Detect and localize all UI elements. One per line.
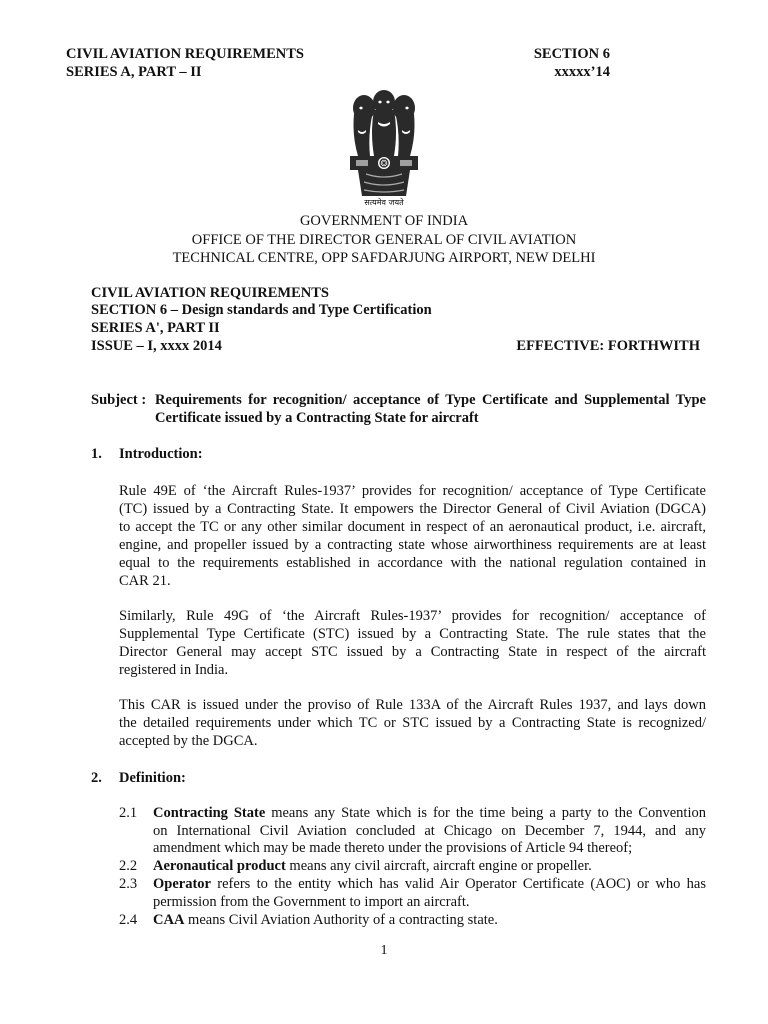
paragraph-line: equal to the requirements established in accordance with the national regulation contained in — [119, 555, 706, 571]
doc-meta-effective: EFFECTIVE: FORTHWITH — [516, 338, 700, 354]
doc-meta-issue: ISSUE – I, xxxx 2014 — [91, 338, 222, 354]
definition-text: refers to the entity which has valid Air Operator Certificate (AOC) or who has — [210, 876, 706, 892]
definition-2-3 — [119, 876, 706, 911]
subject-line1: Requirements for recognition/ acceptance of Type Certificate and Supplemental Type — [155, 392, 706, 408]
intro-paragraph-2 — [119, 607, 706, 679]
definition-text: means any civil aircraft, aircraft engine or propeller. — [285, 858, 592, 874]
subject-label: Subject : — [91, 392, 147, 408]
section2-title: Definition: — [119, 770, 186, 786]
definition-number: 2.3 — [119, 876, 138, 892]
intro-paragraph-3 — [119, 696, 706, 750]
definition-text: means any State which is for the time being a party to the Convention — [265, 805, 706, 821]
definition-text: means Civil Aviation Authority of a contracting state. — [184, 912, 498, 928]
definition-2-2 — [119, 858, 706, 876]
office-line2: OFFICE OF THE DIRECTOR GENERAL OF CIVIL AVIATION — [191, 232, 577, 248]
definition-text: amendment which may be made thereto under the provisions of Article 94 thereof; — [153, 840, 633, 856]
paragraph-line: (TC) issued by a Contracting State. It empowers the Director General of Civil Aviation (DGCA) — [119, 501, 706, 517]
doc-meta-line1: CIVIL AVIATION REQUIREMENTS — [91, 285, 329, 301]
office-line1: GOVERNMENT OF INDIA — [299, 213, 469, 229]
definition-2-1 — [119, 805, 706, 858]
definition-text: permission from the Government to import an aircraft. — [153, 893, 470, 910]
definition-number: 2.1 — [119, 805, 138, 821]
definition-term: CAA — [153, 912, 185, 928]
definition-number: 2.2 — [119, 858, 138, 874]
paragraph-line: Director General may accept STC issued by a Contracting State in respect of the aircraft — [119, 644, 706, 660]
header-right-line2: xxxxx’14 — [554, 64, 610, 80]
paragraph-line: engine, and propeller issued by a contracting state whose airworthiness requirements are at least — [119, 537, 706, 553]
section1-title: Introduction: — [119, 446, 203, 462]
definition-text: on International Civil Aviation concluded at Chicago on December 7, 1944, and any — [153, 822, 706, 839]
national-emblem — [344, 86, 424, 212]
paragraph-line: accepted by the DGCA. — [119, 733, 258, 749]
lion-capital-icon — [344, 86, 424, 212]
paragraph-line: This CAR is issued under the proviso of Rule 133A of the Aircraft Rules 1937, and lays down — [119, 697, 706, 713]
emblem-motto: सत्यमेव जयते — [364, 198, 404, 207]
paragraph-line: Similarly, Rule 49G of ‘the Aircraft Rules-1937’ provides for recognition/ acceptance of — [119, 608, 706, 624]
paragraph-line: Rule 49E of ‘the Aircraft Rules-1937’ provides for recognition/ acceptance of Type Certificate — [119, 483, 706, 499]
definition-term: Operator — [153, 876, 211, 892]
section2-number: 2. — [91, 770, 102, 786]
paragraph-line: Supplemental Type Certificate (STC) issued by a Contracting State. The rule states that the — [119, 626, 706, 642]
definition-term: Aeronautical product — [153, 858, 286, 874]
doc-meta-line2: SECTION 6 – Design standards and Type Certification — [91, 302, 432, 318]
definition-term: Contracting State — [153, 805, 266, 821]
paragraph-line: the detailed requirements under which TC or STC issued by a Contracting State is recognized/ — [119, 715, 706, 731]
paragraph-line: CAR 21. — [119, 573, 171, 589]
header-left-line2: SERIES A, PART – II — [66, 64, 202, 80]
header-right-line1: SECTION 6 — [533, 46, 610, 62]
paragraph-line: registered in India. — [119, 662, 229, 678]
header-left-line1: CIVIL AVIATION REQUIREMENTS — [66, 46, 304, 62]
definition-number: 2.4 — [119, 912, 138, 928]
doc-meta-line3: SERIES A', PART II — [91, 320, 220, 336]
subject-line2: Certificate issued by a Contracting State for aircraft — [155, 410, 479, 426]
intro-paragraph-1 — [119, 482, 706, 590]
paragraph-line: to accept the TC or any other similar document in respect of an aeronautical product, i.e. aircraft, — [119, 519, 706, 535]
definition-2-4 — [119, 912, 706, 930]
office-line3: TECHNICAL CENTRE, OPP SAFDARJUNG AIRPORT, NEW DELHI — [172, 250, 596, 266]
page-number: 1 — [380, 943, 388, 958]
section1-number: 1. — [91, 446, 102, 462]
